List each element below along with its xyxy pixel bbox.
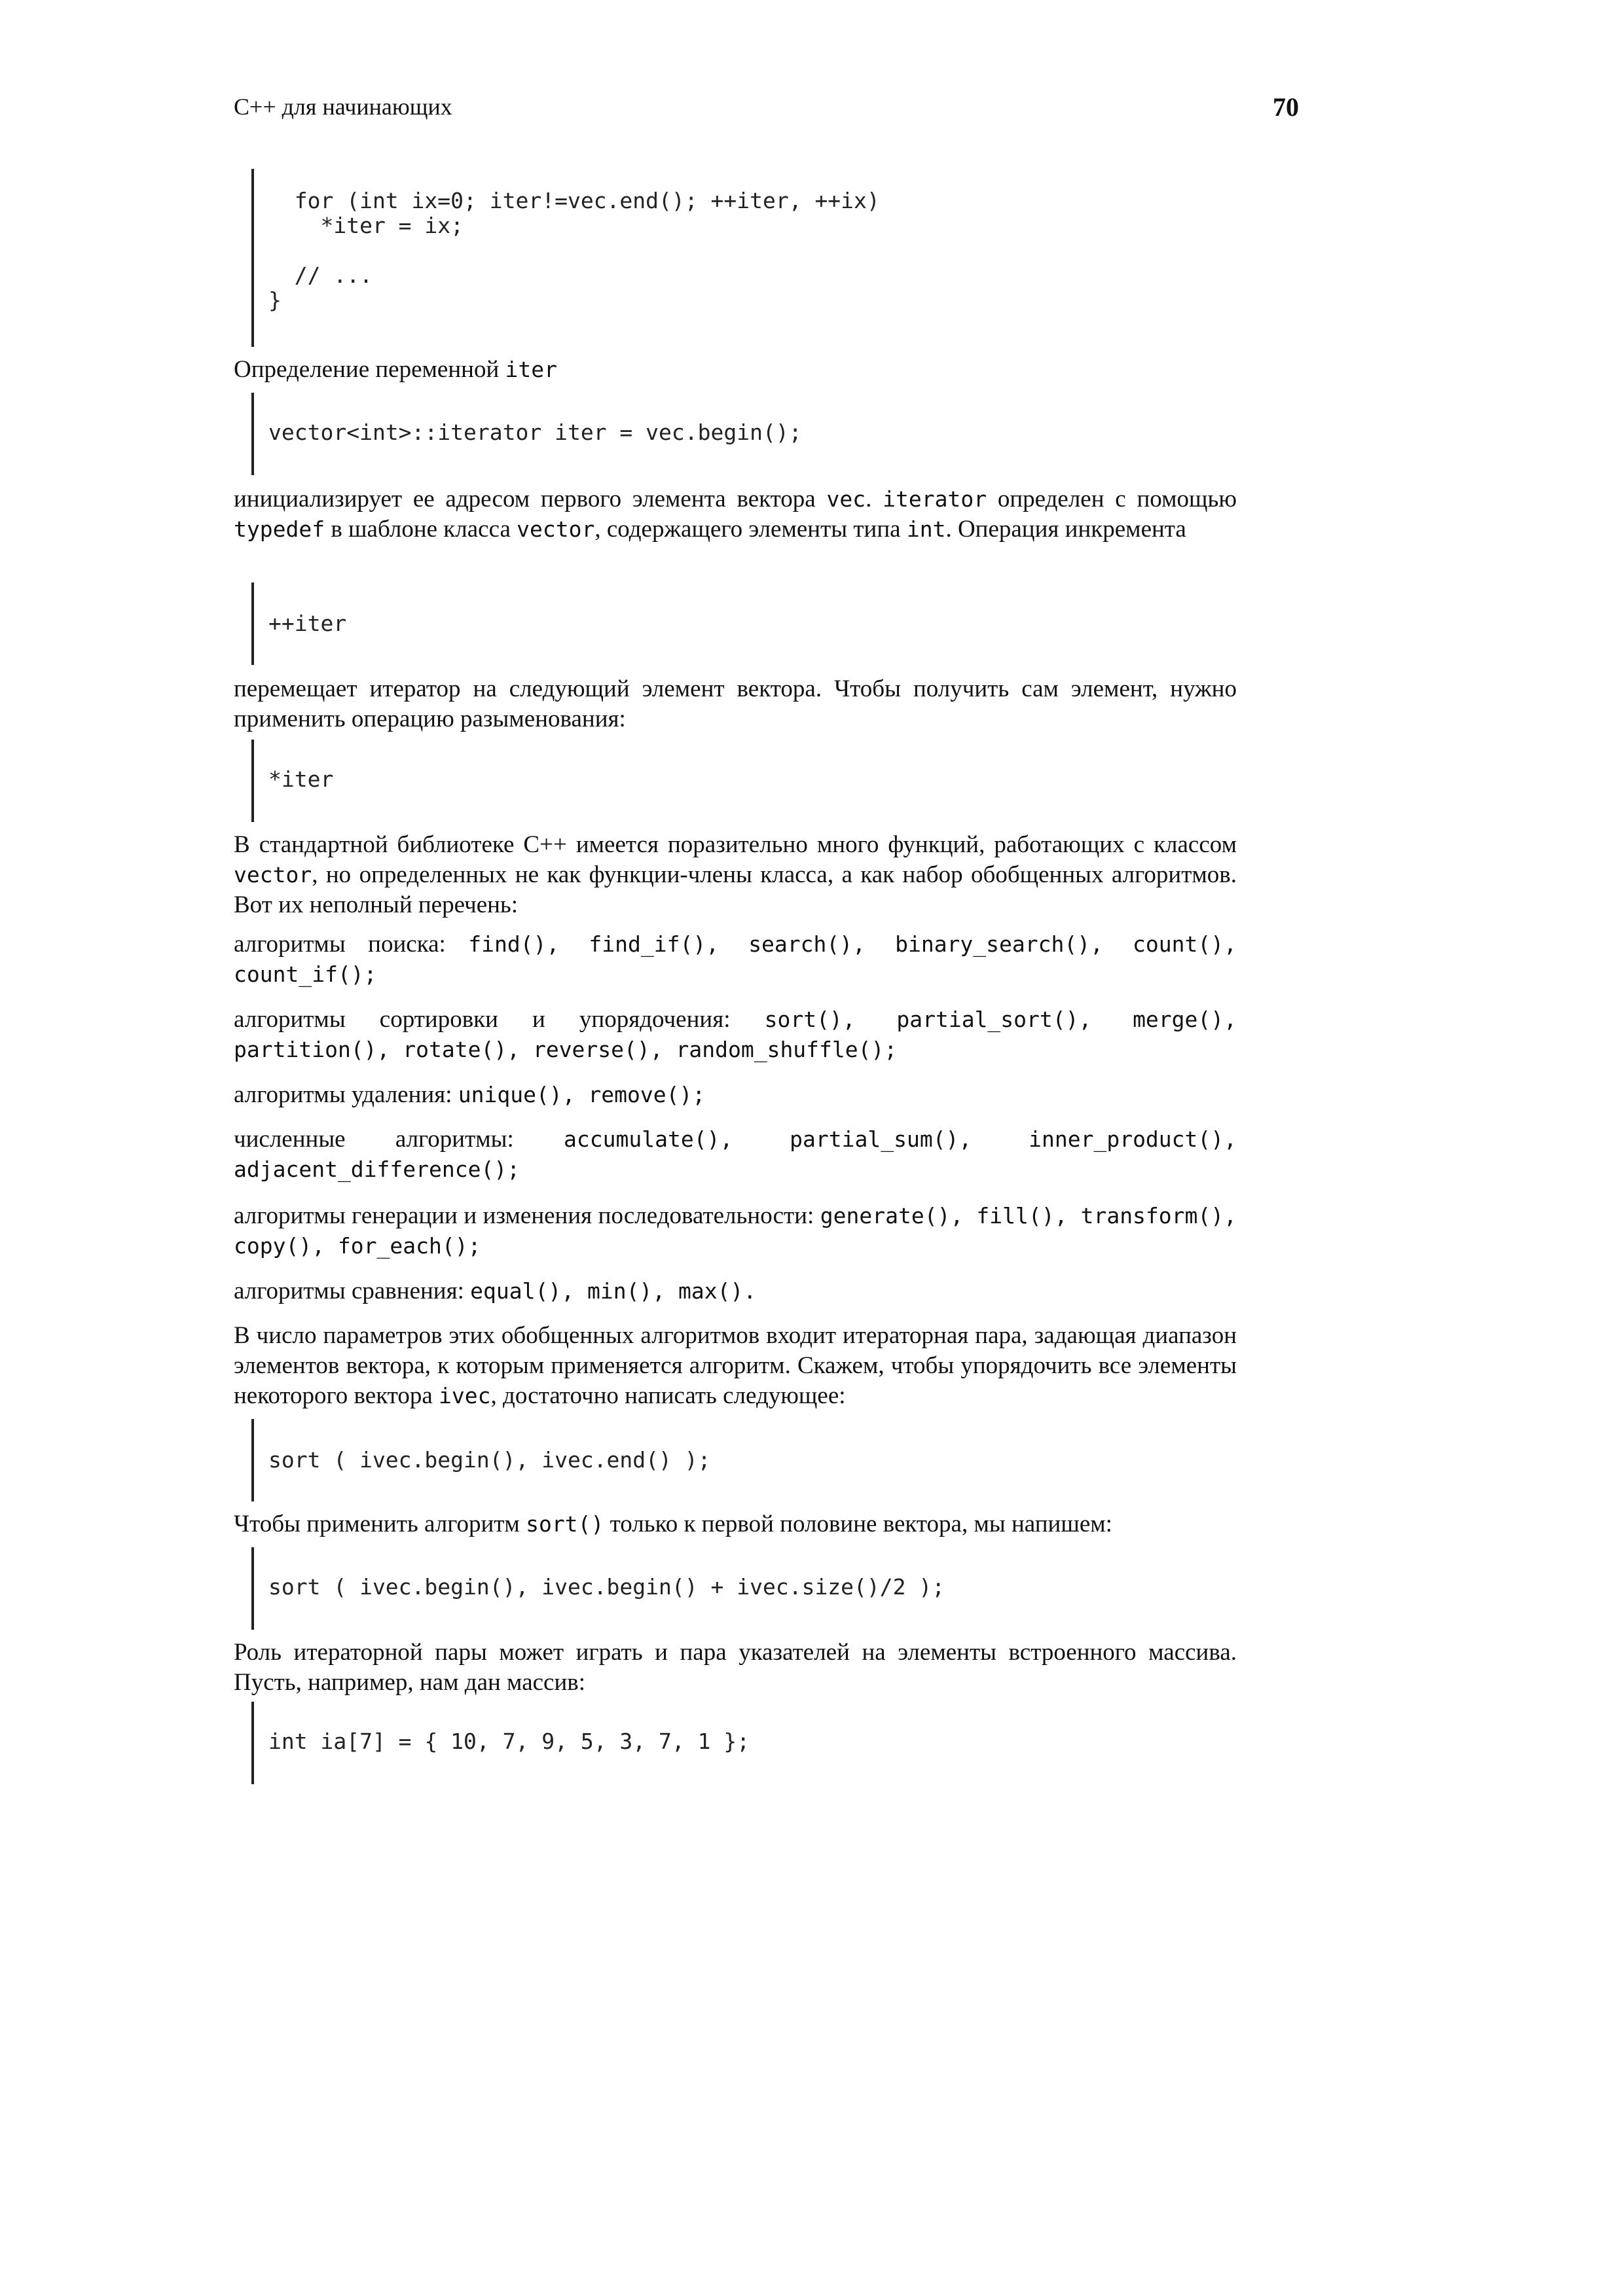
code-line: vector<int>::iterator iter = vec.begin();: [268, 420, 802, 445]
inline-code: generate(), fill(), transform(), copy(), for_each();: [234, 1203, 1237, 1259]
code-block-loop: [251, 169, 880, 347]
code-line: ++iter: [268, 611, 347, 636]
code-block-sort-full: [251, 1419, 711, 1501]
inline-code: unique(), remove();: [458, 1082, 706, 1107]
inline-code: find(), find_if(), search(), binary_search(), count(), count_if();: [234, 931, 1237, 987]
page-number: 70: [1273, 92, 1299, 122]
paragraph-iterator-pair: В число параметров этих обобщенных алгоритмов входит итераторная пара, задающая диапазон элементов вектора, к которым применяется алгоритм. Скажем, чтобы упорядочить все элементы некоторого вектора ivec, достаточно написать следующее:: [234, 1322, 1237, 1409]
inline-code: iter: [505, 357, 557, 382]
code-block-sort-half: [251, 1547, 945, 1630]
list-item-comparison-algorithms: алгоритмы сравнения: equal(), min(), max().: [234, 1278, 757, 1304]
list-item-search-algorithms: алгоритмы поиска: find(), find_if(), search(), binary_search(), count(), count_if();: [234, 931, 1237, 987]
code-block-dereference: [251, 740, 333, 822]
list-item-numeric-algorithms: численные алгоритмы: accumulate(), partial_sum(), inner_product(), adjacent_difference();: [234, 1126, 1237, 1182]
inline-code: vector: [517, 516, 595, 542]
inline-code: sort(): [526, 1511, 604, 1537]
paragraph-sort-half: Чтобы применить алгоритм sort() только к первой половине вектора, мы напишем:: [234, 1511, 1112, 1537]
code-line: *iter: [268, 766, 334, 792]
code-block-iterator-declaration: [251, 393, 802, 475]
list-item-remove-algorithms: алгоритмы удаления: unique(), remove();: [234, 1081, 706, 1108]
inline-code: typedef: [234, 516, 325, 542]
code-line: *iter = ix;: [268, 213, 464, 238]
inline-code: sort(), partial_sort(), merge(), partition(), rotate(), reverse(), random_shuffle();: [234, 1007, 1237, 1062]
inline-code: ivec: [439, 1383, 491, 1408]
inline-code: iterator: [883, 486, 987, 512]
inline-code: accumulate(), partial_sum(), inner_product(), adjacent_difference();: [234, 1126, 1237, 1182]
paragraph-pointer-pair: Роль итераторной пары может играть и пара указателей на элементы встроенного массива. Пусть, например, нам дан массив:: [234, 1639, 1237, 1696]
code-line: int ia[7] = { 10, 7, 9, 5, 3, 7, 1 };: [268, 1729, 750, 1754]
inline-code: vec: [826, 486, 866, 512]
code-line: for (int ix=0; iter!=vec.end(); ++iter, ++ix): [268, 188, 880, 213]
list-item-sort-algorithms: алгоритмы сортировки и упорядочения: sort(), partial_sort(), merge(), partition(), rotate(), reverse(), random_shuffle();: [234, 1006, 1237, 1062]
paragraph-iter-definition: Определение переменной iter: [234, 356, 557, 383]
code-line: // ...: [268, 262, 373, 288]
list-item-generation-algorithms: алгоритмы генерации и изменения последовательности: generate(), fill(), transform(), copy(), for_each();: [234, 1202, 1237, 1259]
paragraph-standard-library: В стандартной библиотеке С++ имеется поразительно много функций, работающих с классом vector, но определенных не как функции-члены класса, а как набор обобщенных алгоритмов. Вот их неполный перечень:: [234, 831, 1237, 918]
running-header: C++ для начинающих: [234, 94, 452, 120]
code-line: sort ( ivec.begin(), ivec.begin() + ivec.size()/2 );: [268, 1574, 945, 1600]
code-line: [268, 238, 880, 263]
inline-code: equal(), min(), max().: [470, 1278, 757, 1304]
code-block-array: [251, 1702, 750, 1784]
inline-code: int: [906, 516, 946, 542]
paragraph-dereference: перемещает итератор на следующий элемент вектора. Чтобы получить сам элемент, нужно применить операцию разыменования:: [234, 675, 1237, 732]
code-line: sort ( ivec.begin(), ivec.end() );: [268, 1447, 711, 1473]
code-block-increment: [251, 583, 346, 665]
paragraph-iterator-init: инициализирует ее адресом первого элемента вектора vec. iterator определен с помощью typedef в шаблоне класса vector, содержащего элементы типа int. Операция инкремента: [234, 486, 1237, 543]
code-line: }: [268, 287, 282, 313]
inline-code: vector: [234, 862, 312, 888]
